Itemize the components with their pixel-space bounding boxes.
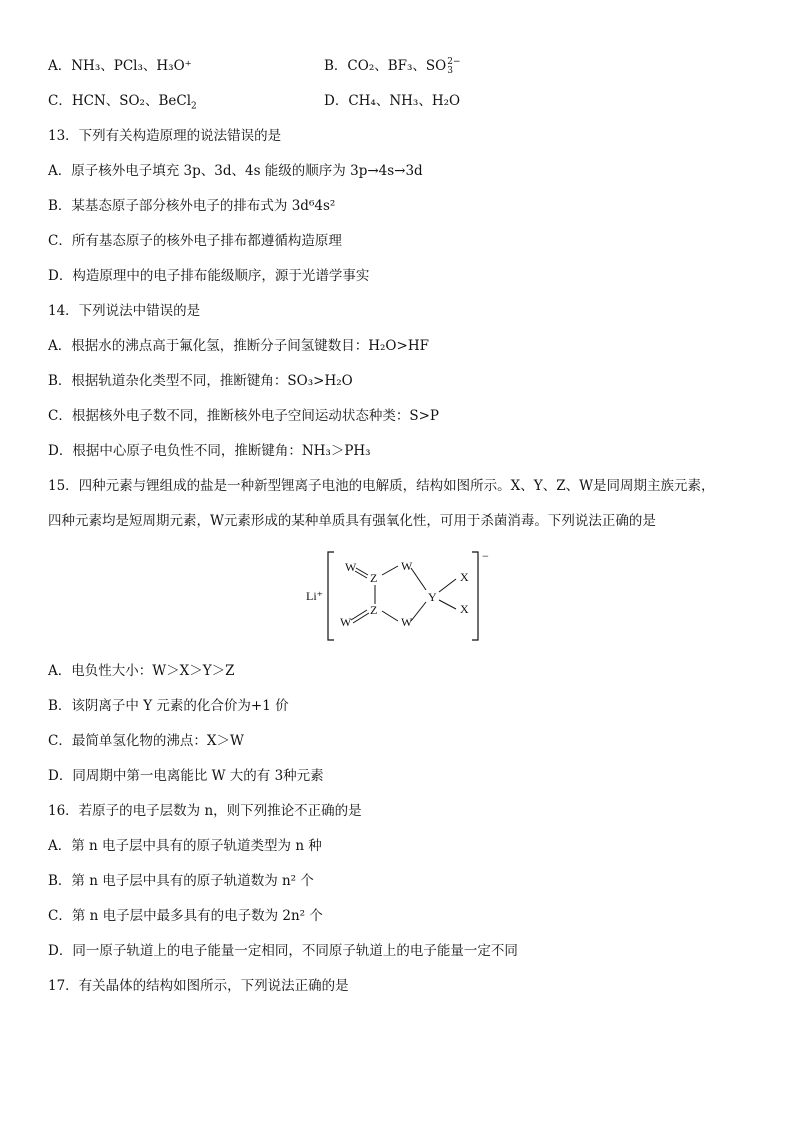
q12-option-a: A．NH₃、PCl₃、H₃O⁺: [48, 58, 192, 74]
q16-option-a: A．第 n 电子层中具有的原子轨道类型为 n 种: [48, 838, 322, 854]
q12-option-b-sup: 2−: [447, 56, 461, 67]
q17-stem: 17．有关晶体的结构如图所示，下列说法正确的是: [48, 978, 349, 994]
q15-option-c: C．最简单氢化物的沸点：X＞W: [48, 733, 244, 749]
q12-option-b: [324, 57, 461, 76]
q16-option-b: B．第 n 电子层中具有的原子轨道数为 n² 个: [48, 873, 314, 889]
atom-x-bottom: X: [460, 602, 469, 616]
atom-w-top: W: [401, 559, 413, 573]
q15-structure-diagram: [300, 548, 500, 644]
atom-w-top-left: W: [345, 560, 357, 574]
q14-stem: 14．下列说法中错误的是: [48, 303, 201, 319]
q15-stem-line1: 15．四种元素与锂组成的盐是一种新型锂离子电池的电解质，结构如图所示。X、Y、Z、W是同周期主族元素，: [48, 478, 715, 494]
atom-z-bottom: Z: [370, 603, 378, 617]
structure-charge-label: −: [482, 549, 489, 563]
atom-w-bottom: W: [401, 615, 413, 629]
q14-option-b: B．根据轨道杂化类型不同，推断键角：SO₃>H₂O: [48, 373, 353, 389]
q12-option-b-sub: 3: [447, 65, 453, 76]
q13-option-c: C．所有基态原子的核外电子排布都遵循构造原理: [48, 233, 342, 249]
q12-option-c-sub: 2: [191, 101, 197, 112]
structure-cation-label: Li⁺: [306, 589, 323, 603]
left-bracket: [328, 552, 334, 640]
atom-y: Y: [428, 590, 437, 604]
q15-option-d: D．同周期中第一电离能比 W 大的有 3种元素: [48, 768, 324, 784]
q12-option-c-text: C．HCN、SO₂、BeCl: [48, 93, 192, 109]
q13-option-b: B．某基态原子部分核外电子的排布式为 3d⁶4s²: [48, 198, 336, 214]
q14-option-d: D．根据中心原子电负性不同，推断键角：NH₃＞PH₃: [48, 443, 371, 459]
q14-option-c: C．根据核外电子数不同，推断核外电子空间运动状态种类：S>P: [48, 408, 439, 424]
q12-option-b-sulfite-charge: [447, 58, 460, 76]
q12-option-d: D．CH₄、NH₃、H₂O: [324, 93, 461, 109]
atom-z-top: Z: [370, 571, 378, 585]
q16-stem: 16．若原子的电子层数为 n，则下列推论不正确的是: [48, 803, 362, 819]
atom-x-top: X: [460, 570, 469, 584]
q12-option-b-text: B．CO₂、BF₃、SO: [324, 58, 447, 74]
q16-option-d: D．同一原子轨道上的电子能量一定相同，不同原子轨道上的电子能量一定不同: [48, 943, 518, 959]
q16-option-c: C．第 n 电子层中最多具有的电子数为 2n² 个: [48, 908, 323, 924]
right-bracket: [472, 552, 478, 640]
q12-option-c: [48, 92, 197, 110]
q13-option-d: D．构造原理中的电子排布能级顺序，源于光谱学事实: [48, 268, 370, 284]
q15-stem-line2: 四种元素均是短周期元素，W元素形成的某种单质具有强氧化性，可用于杀菌消毒。下列说法正确的是: [48, 513, 656, 529]
q15-option-a: A．电负性大小：W＞X＞Y＞Z: [48, 663, 235, 679]
atom-w-bottom-left: W: [340, 615, 352, 629]
q15-option-b: B．该阴离子中 Y 元素的化合价为+1 价: [48, 698, 289, 714]
q14-option-a: A．根据水的沸点高于氟化氢，推断分子间氢键数目：H₂O>HF: [48, 338, 429, 354]
q13-stem: 13．下列有关构造原理的说法错误的是: [48, 128, 282, 144]
q13-option-a: A．原子核外电子填充 3p、3d、4s 能级的顺序为 3p→4s→3d: [48, 163, 423, 179]
